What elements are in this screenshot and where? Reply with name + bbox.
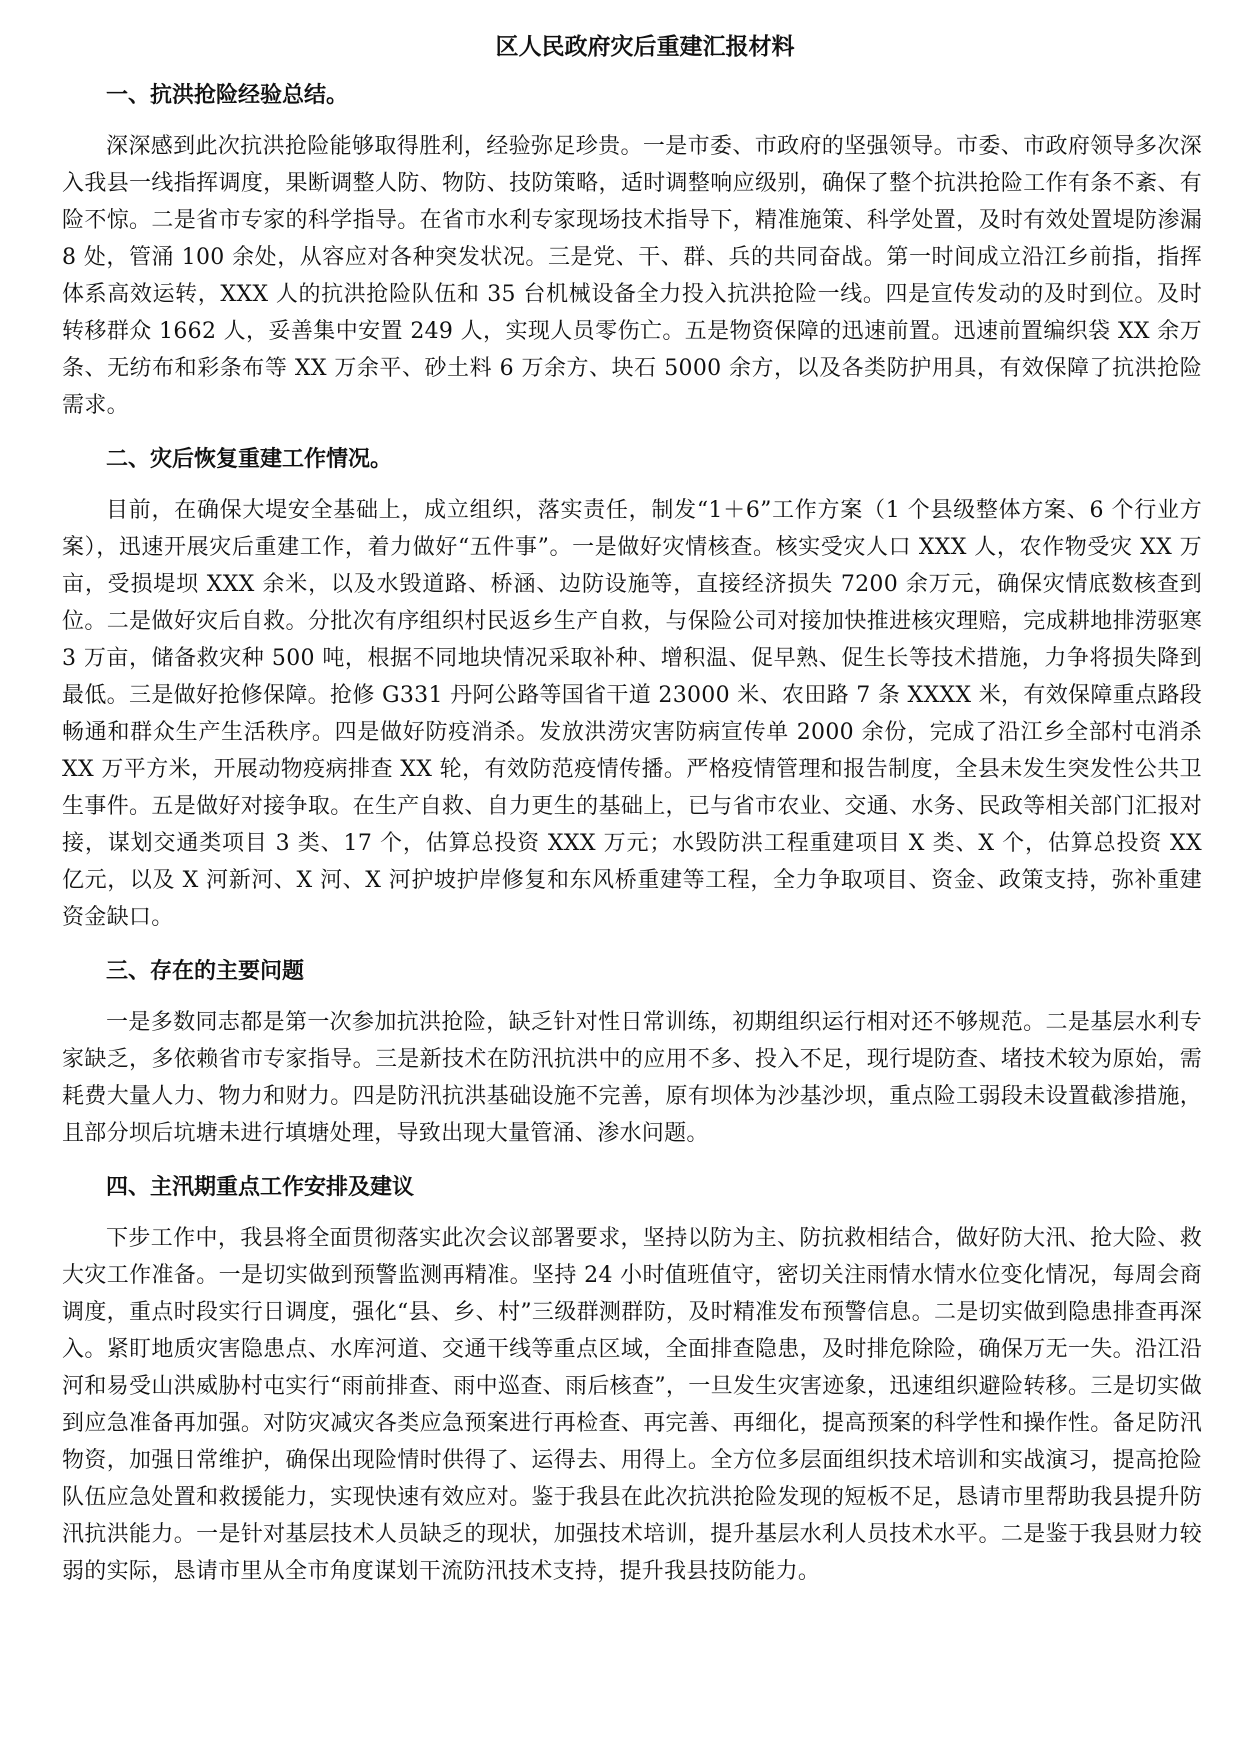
section-heading-2: 二、灾后恢复重建工作情况。 — [106, 446, 393, 472]
section-heading-3: 三、存在的主要问题 — [106, 958, 305, 984]
section-body-3: 一是多数同志都是第一次参加抗洪抢险，缺乏针对性日常训练，初期组织运行相对还不够规范。二是基层水利专家缺乏，多依赖省市专家指导。三是新技术在防汛抗洪中的应用不多、投入不足，现行堤防查、堵技术较为原始，需耗费大量人力、物力和财力。四是防汛抗洪基础设施不完善，原有坝体为沙基沙坝，重点险工弱段未设置截渗措施，且部分坝后坑塘未进行填塘处理，导致出现大量管涌、渗水问题。 — [62, 1010, 1202, 1146]
section-heading-4: 四、主汛期重点工作安排及建议 — [106, 1174, 415, 1200]
section-heading-1: 一、抗洪抢险经验总结。 — [106, 82, 349, 108]
section-body-4: 下步工作中，我县将全面贯彻落实此次会议部署要求，坚持以防为主、防抗救相结合，做好防大汛、抢大险、救大灾工作准备。一是切实做到预警监测再精准。坚持 24 小时值班值守，密切关注雨情水情水位变化情况，每周会商调度，重点时段实行日调度，强化“县、乡、村”三级群测群防，及时精准发布预警信息。二是切实做到隐患排查再深入。紧盯地质灾害隐患点、水库河道、交通干线等重点区域，全面排查隐患，及时排危除险，确保万无一失。沿江沿河和易受山洪威胁村屯实行“雨前排查、雨中巡查、雨后核查”，一旦发生灾害迹象，迅速组织避险转移。三是切实做到应急准备再加强。对防灾减灾各类应急预案进行再检查、再完善、再细化，提高预案的科学性和操作性。备足防汛物资，加强日常维护，确保出现险情时供得了、运得去、用得上。全方位多层面组织技术培训和实战演习，提高抢险队伍应急处置和救援能力，实现快速有效应对。鉴于我县在此次抗洪抢险发现的短板不足，恳请市里帮助我县提升防汛抗洪能力。一是针对基层技术人员缺乏的现状，加强技术培训，提升基层水利人员技术水平。二是鉴于我县财力较弱的实际，恳请市里从全市角度谋划干流防汛技术支持，提升我县技防能力。 — [62, 1226, 1202, 1584]
section-body-1: 深深感到此次抗洪抢险能够取得胜利，经验弥足珍贵。一是市委、市政府的坚强领导。市委、市政府领导多次深入我县一线指挥调度，果断调整人防、物防、技防策略，适时调整响应级别，确保了整个抗洪抢险工作有条不紊、有险不惊。二是省市专家的科学指导。在省市水利专家现场技术指导下，精准施策、科学处置，及时有效处置堤防渗漏 8 处，管涌 100 余处，从容应对各种突发状况。三是党、干、群、兵的共同奋战。第一时间成立沿江乡前指，指挥体系高效运转，XXX 人的抗洪抢险队伍和 35 台机械设备全力投入抗洪抢险一线。四是宣传发动的及时到位。及时转移群众 1662 人，妥善集中安置 249 人，实现人员零伤亡。五是物资保障的迅速前置。迅速前置编织袋 XX 余万条、无纺布和彩条布等 XX 万余平、砂土料 6 万余方、块石 5000 余方，以及各类防护用具，有效保障了抗洪抢险需求。 — [62, 134, 1202, 418]
document-page — [62, 30, 1202, 1608]
document-title: 区人民政府灾后重建汇报材料 — [495, 33, 795, 60]
section-body-2: 目前，在确保大堤安全基础上，成立组织，落实责任，制发“1＋6”工作方案（1 个县级整体方案、6 个行业方案），迅速开展灾后重建工作，着力做好“五件事”。一是做好灾情核查。核实受灾人口 XXX 人，农作物受灾 XX 万亩，受损堤坝 XXX 余米，以及水毁道路、桥涵、边防设施等，直接经济损失 7200 余万元，确保灾情底数核查到位。二是做好灾后自救。分批次有序组织村民返乡生产自救，与保险公司对接加快推进核灾理赔，完成耕地排涝驱寒 3 万亩，储备救灾种 500 吨，根据不同地块情况采取补种、增积温、促早熟、促生长等技术措施，力争将损失降到最低。三是做好抢修保障。抢修 G331 丹阿公路等国省干道 23000 米、农田路 7 条 XXXX 米，有效保障重点路段畅通和群众生产生活秩序。四是做好防疫消杀。发放洪涝灾害防病宣传单 2000 余份，完成了沿江乡全部村屯消杀 XX 万平方米，开展动物疫病排查 XX 轮，有效防范疫情传播。严格疫情管理和报告制度，全县未发生突发性公共卫生事件。五是做好对接争取。在生产自救、自力更生的基础上，已与省市农业、交通、水务、民政等相关部门汇报对接，谋划交通类项目 3 类、17 个，估算总投资 XXX 万元；水毁防洪工程重建项目 X 类、X 个，估算总投资 XX 亿元，以及 X 河新河、X 河、X 河护坡护岸修复和东风桥重建等工程，全力争取项目、资金、政策支持，弥补重建资金缺口。 — [62, 498, 1202, 930]
